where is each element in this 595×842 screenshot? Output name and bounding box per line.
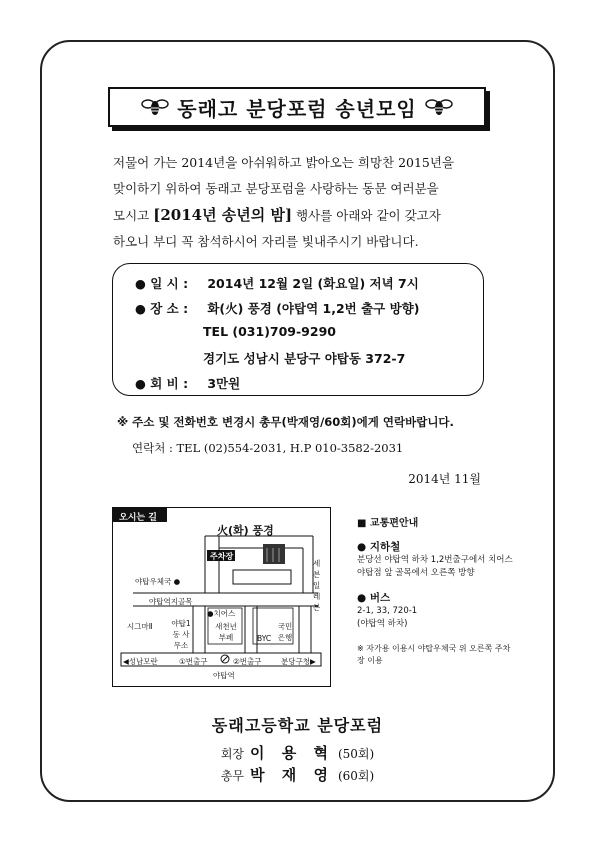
officer-term: (50회): [337, 747, 375, 761]
issue-date: 2014년 11월: [408, 472, 481, 486]
subway-head: ● 지하철: [357, 541, 401, 553]
organizer-name: 동래고등학교 분당포럼: [211, 716, 384, 735]
intro-text: 모시고: [113, 208, 150, 223]
page-title: 동래고 분당포럼 송년모임: [177, 96, 417, 121]
officer-name: 이 용 혁: [250, 744, 334, 762]
bus-head: ● 버스: [357, 592, 391, 604]
officer-role: 회장: [220, 747, 245, 761]
place-label: ● 장 소 :: [135, 301, 189, 316]
fee-row: [135, 374, 240, 392]
restaurant-label: 火(화) 풍경: [217, 524, 274, 537]
fee-value: 3만원: [207, 376, 241, 391]
map-label-cinema: 시그마Ⅱ: [127, 622, 153, 631]
intro-paragraph: [113, 150, 498, 255]
intro-line: 하오니 부디 꼭 참석하시어 자리를 빛내주시기 바랍니다.: [113, 234, 419, 249]
place-value: 화(火) 풍경 (야탑역 1,2번 출구 방향): [207, 301, 420, 316]
transport-head: ■ 교통편안내: [357, 518, 419, 529]
location-map: [112, 507, 331, 687]
place-row: [135, 299, 419, 317]
map-label-post-office: 야탑우체국 ●: [135, 577, 181, 586]
fee-label: ● 회 비 :: [135, 376, 189, 391]
bus-body-note: (야탑역 하차): [357, 619, 408, 629]
map-label-exit2: ②번출구: [233, 657, 262, 666]
bus-body: 2-1, 33, 720-1: [357, 606, 418, 616]
parking-label: 주차장: [210, 552, 234, 561]
officer-secretary: [0, 764, 595, 785]
event-name: [2014년 송년의 밤]: [153, 206, 293, 224]
intro-text: 행사를 아래와 같이 갖고자: [296, 208, 441, 223]
contact-text: 연락처 : TEL (02)554-2031, H.P 010-3582-2031: [132, 441, 404, 455]
intro-line: [113, 202, 498, 229]
map-label-store: 세븐 일레븐: [313, 559, 321, 612]
parking-note: ※ 자가용 이용시 야탑우체국 위 오른쪽 주차장 이용: [357, 644, 511, 665]
map-label-office: 야탑1동 사무소: [171, 619, 191, 650]
officer-role: 총무: [220, 769, 245, 783]
officer-president: [0, 742, 595, 763]
map-header: 오시는 길: [119, 513, 157, 523]
intro-line: 맞이하기 위하여 동래고 분당포럼을 사랑하는 동문 여러분을: [113, 181, 439, 196]
bee-icon: [425, 96, 453, 118]
officer-name: 박 재 영: [250, 766, 334, 784]
notice-text: ※ 주소 및 전화번호 변경시 총무(박재영/60회)에게 연락바랍니다.: [117, 415, 454, 429]
map-label-station: 야탑역: [213, 671, 235, 680]
event-info-box: [112, 263, 484, 396]
intro-line: 저물어 가는 2014년을 아쉬워하고 밝아오는 희망찬 2015년을: [113, 155, 455, 170]
subway-body: 분당선 야탑역 하차 1,2번출구에서 치어스 야탑점 앞 골목에서 오른쪽 방향: [357, 555, 513, 578]
map-label-bundang: 분당구청▶: [281, 657, 316, 666]
date-value: 2014년 12월 2일 (화요일) 저녁 7시: [207, 276, 419, 291]
map-label-seongnam: ◀성남모란: [123, 657, 158, 666]
map-label-byc: BYC: [257, 634, 272, 643]
map-label-exit1: ①번출구: [179, 657, 208, 666]
map-label-bakery: 새천년 부페: [215, 622, 237, 642]
title-banner: [108, 87, 486, 127]
tel-row: TEL (031)709-9290: [203, 324, 336, 339]
bee-icon: [141, 96, 169, 118]
date-row: [135, 274, 419, 292]
address-row: 경기도 성남시 분당구 야탑동 372-7: [203, 351, 406, 366]
date-label: ● 일 시 :: [135, 276, 189, 291]
officer-term: (60회): [337, 769, 375, 783]
map-label-bank: 국민 은행: [277, 622, 293, 642]
map-label-chios: ●치어스: [207, 609, 236, 618]
map-label-alley: 야탑역지골목: [149, 597, 193, 606]
transport-guide: [357, 514, 517, 667]
